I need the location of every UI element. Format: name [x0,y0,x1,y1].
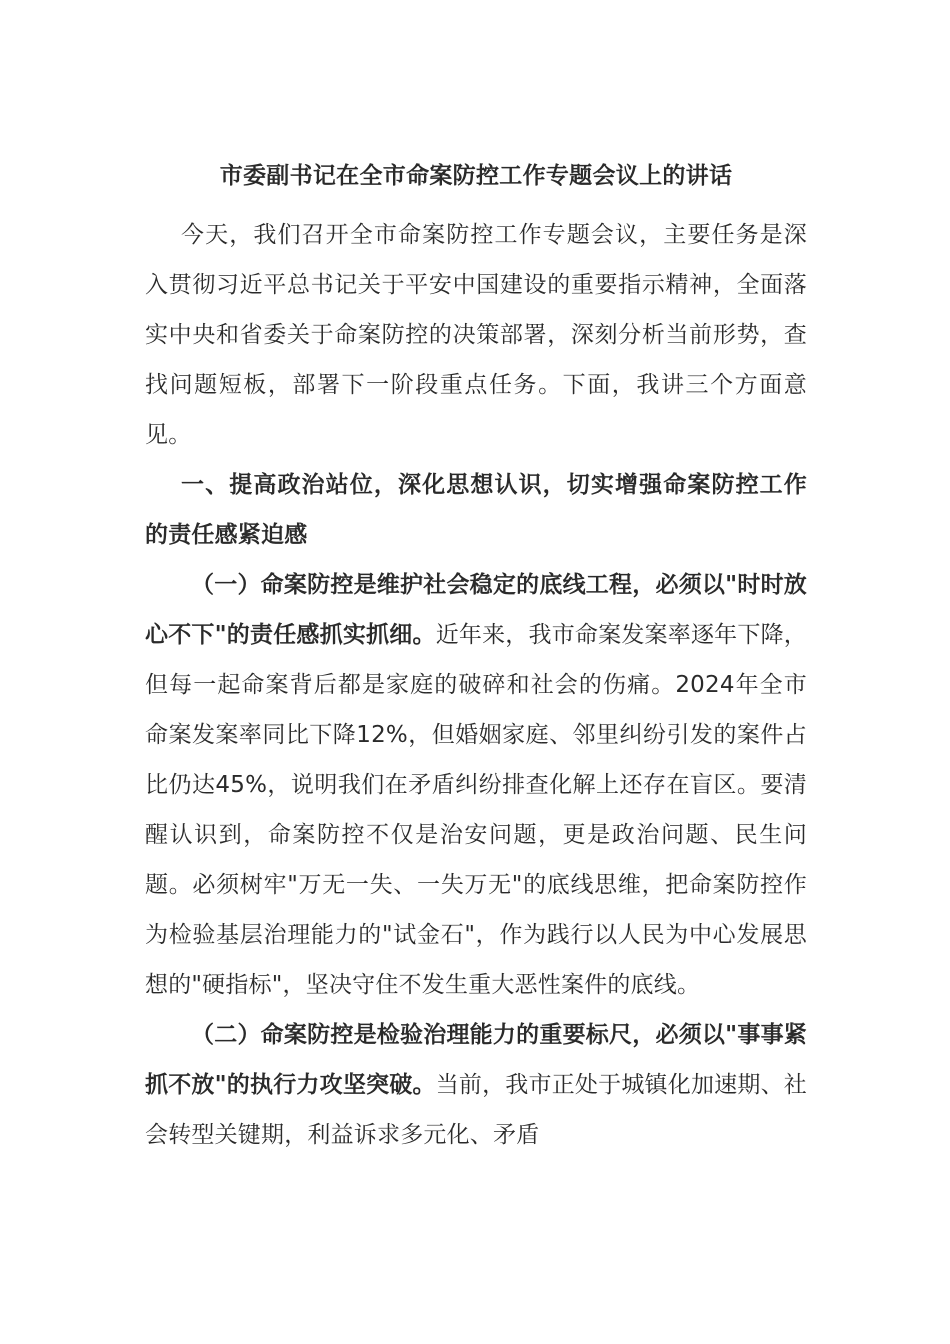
section-heading: 一、提高政治站位，深化思想认识，切实增强命案防控工作的责任感紧迫感 [145,472,807,548]
subsection-2-body: 当前，我市正处于城镇化加速期、社会转型关键期，利益诉求多元化、矛盾 [145,1072,807,1148]
subsection-1-paragraph [145,560,807,1010]
intro-paragraph: 今天，我们召开全市命案防控工作专题会议，主要任务是深入贯彻习近平总书记关于平安中国建设的重要指示精神，全面落实中央和省委关于命案防控的决策部署，深刻分析当前形势，查找问题短板，部署下一阶段重点任务。下面，我讲三个方面意见。 [145,222,807,448]
subsection-2-lead: （二）命案防控是检验治理能力的重要标尺，必须以"事事紧抓不放"的执行力攻坚突破。 [145,1022,807,1098]
subsection-1-body: 近年来，我市命案发案率逐年下降，但每一起命案背后都是家庭的破碎和社会的伤痛。2024年全市命案发案率同比下降12%，但婚姻家庭、邻里纠纷引发的案件占比仍达45%，说明我们在矛盾纠纷排查化解上还存在盲区。要清醒认识到，命案防控不仅是治安问题，更是政治问题、民生问题。必须树牢"万无一失、一失万无"的底线思维，把命案防控作为检验基层治理能力的"试金石"，作为践行以人民为中心发展思想的"硬指标"，坚决守住不发生重大恶性案件的底线。 [145,622,807,998]
subsection-2-paragraph [145,1010,807,1160]
document-title: 市委副书记在全市命案防控工作专题会议上的讲话 [219,163,733,189]
subsection-1-lead: （一）命案防控是维护社会稳定的底线工程，必须以"时时放心不下"的责任感抓实抓细。 [145,572,807,648]
document-body [145,156,807,1160]
